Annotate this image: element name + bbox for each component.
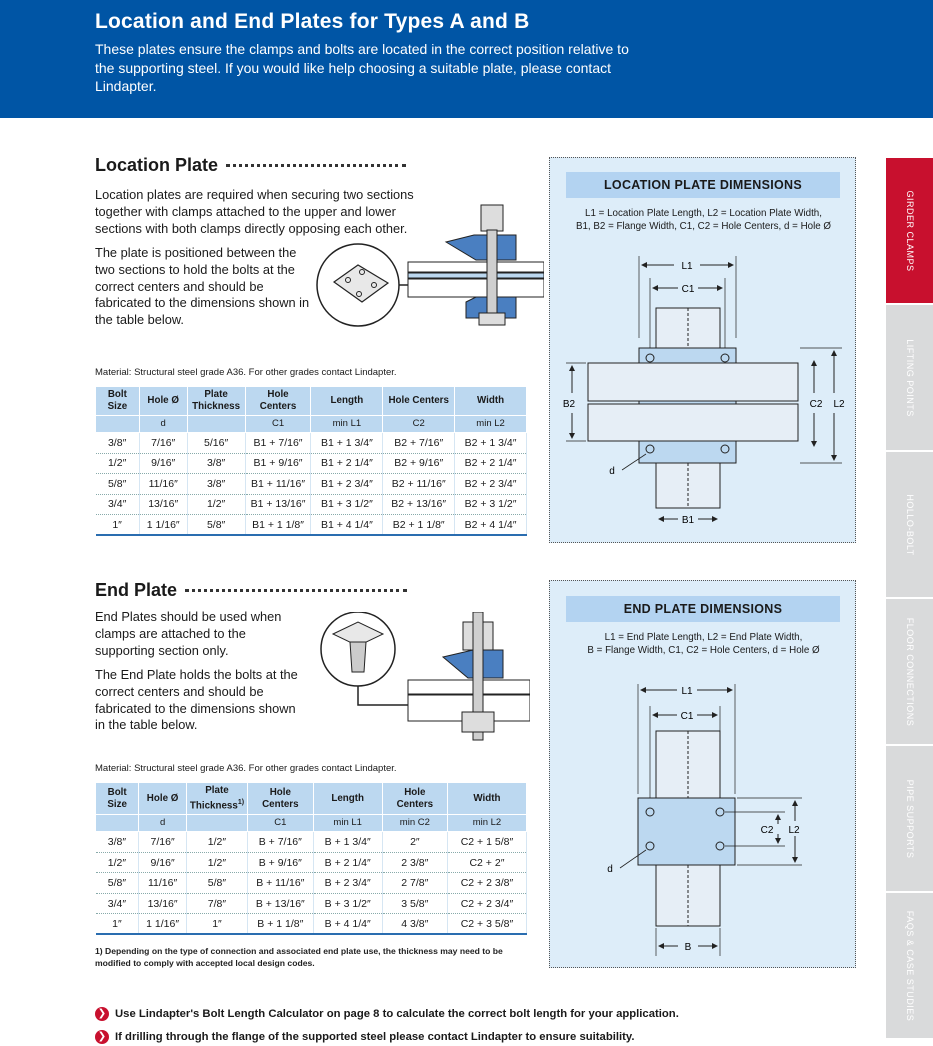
- table-cell: B1 + 4 1/4″: [311, 515, 383, 536]
- table-row: [96, 832, 527, 853]
- table-cell: B2 + 9/16″: [383, 453, 455, 474]
- location-table-body: [96, 433, 527, 536]
- tab-girder-clamps[interactable]: GIRDER CLAMPS: [886, 158, 933, 303]
- location-para-1: Location plates are required when securing two sections together with clamps attached to the upper and lower sections with both clamps directly opposing each other.: [95, 187, 414, 236]
- table-cell: 2 7/8″: [382, 873, 447, 894]
- end-dimensions-panel: [549, 580, 856, 968]
- th-hole-centers-c2: Hole Centers: [382, 783, 447, 815]
- table-cell: B2 + 3 1/2″: [455, 494, 527, 515]
- end-plate-web: [350, 642, 366, 672]
- table-cell: 1 1/16″: [139, 515, 187, 536]
- table-cell: 5/8″: [96, 873, 139, 894]
- label-c1: C1: [680, 711, 694, 722]
- table-row: [96, 873, 527, 894]
- page-title: Location and End Plates for Types A and B: [95, 10, 530, 33]
- location-plate-heading: Location Plate: [95, 155, 406, 176]
- location-dim-note-2: B1, B2 = Flange Width, C1, C2 = Hole Centers, d = Hole Ø: [575, 221, 832, 232]
- label-c2: C2: [760, 825, 774, 836]
- table-cell: 3/8″: [96, 433, 140, 454]
- table-cell: B + 1 3/4″: [313, 832, 382, 853]
- sub-header: min L2: [447, 815, 526, 832]
- table-row: [96, 453, 527, 474]
- bullet-drilling: ❯ If drilling through the flange of the supported steel please contact Lindapter to ensure suitability.: [95, 1030, 635, 1044]
- table-cell: 3/4″: [96, 893, 139, 914]
- table-cell: B1 + 7/16″: [245, 433, 311, 454]
- header-banner: [0, 0, 933, 118]
- location-material-note: Material: Structural steel grade A36. For other grades contact Lindapter.: [95, 367, 397, 378]
- table-cell: 3/4″: [96, 494, 140, 515]
- table-cell: B + 7/16″: [248, 832, 314, 853]
- table-cell: 9/16″: [139, 852, 187, 873]
- table-cell: B + 3 1/2″: [313, 893, 382, 914]
- sub-header: C2: [383, 416, 455, 433]
- flange-top: [408, 680, 530, 694]
- table-cell: B + 4 1/4″: [313, 914, 382, 935]
- page-intro: These plates ensure the clamps and bolts are located in the correct position relative to the supporting steel. If you would like help choosing a suitable plate, please contact Lindapter.: [95, 41, 629, 94]
- table-cell: 3/8″: [187, 453, 245, 474]
- table-cell: 1 1/16″: [139, 914, 187, 935]
- table-cell: B1 + 1 3/4″: [311, 433, 383, 454]
- table-cell: C2 + 2 3/4″: [447, 893, 526, 914]
- label-l1: L1: [681, 261, 693, 272]
- th-hole-centers-c1: Hole Centers: [245, 387, 311, 416]
- tab-pipe-supports[interactable]: PIPE SUPPORTS: [886, 746, 933, 891]
- sub-header: [186, 815, 247, 832]
- end-para-1: End Plates should be used when clamps are attached to the supporting section only.: [95, 609, 282, 658]
- table-cell: B + 13/16″: [248, 893, 314, 914]
- table-cell: 5/16″: [187, 433, 245, 454]
- table-cell: 1″: [96, 914, 139, 935]
- table-cell: C2 + 3 5/8″: [447, 914, 526, 935]
- table-cell: B1 + 3 1/2″: [311, 494, 383, 515]
- label-b2: B2: [562, 399, 576, 410]
- footnote-marker: 1): [237, 799, 245, 806]
- table-cell: B2 + 4 1/4″: [455, 515, 527, 536]
- end-material-note: Material: Structural steel grade A36. For other grades contact Lindapter.: [95, 763, 397, 774]
- bolt-shank: [487, 230, 497, 322]
- table-cell: 3 5/8″: [382, 893, 447, 914]
- th-plate-thickness: Plate Thickness$^{1)}$: [186, 783, 247, 815]
- table-cell: B1 + 2 1/4″: [311, 453, 383, 474]
- th-length: Length: [313, 783, 382, 815]
- table-cell: 3/8″: [187, 474, 245, 495]
- location-dimensions-panel: [549, 157, 856, 543]
- th-hole-centers-c1: Hole Centers: [248, 783, 314, 815]
- end-dim-note-2: B = Flange Width, C1, C2 = Hole Centers, d = Hole Ø: [587, 645, 820, 656]
- table-cell: 7/16″: [139, 832, 187, 853]
- bolt-head: [462, 712, 494, 732]
- end-table-body: [96, 832, 527, 935]
- th-hole-centers-c2: Hole Centers: [383, 387, 455, 416]
- table-cell: B + 11/16″: [248, 873, 314, 894]
- table-cell: B2 + 1 3/4″: [455, 433, 527, 454]
- table-cell: B1 + 2 3/4″: [311, 474, 383, 495]
- table-cell: B + 2 1/4″: [313, 852, 382, 873]
- table-cell: 3/8″: [96, 832, 139, 853]
- tab-hollo-bolt[interactable]: HOLLO-BOLT: [886, 452, 933, 597]
- heading-leader: [185, 589, 407, 592]
- table-cell: 1/2″: [186, 832, 247, 853]
- table-cell: 1/2″: [96, 852, 139, 873]
- label-l2: L2: [788, 825, 800, 836]
- bolt-head: [481, 205, 503, 231]
- table-cell: 4 3/8″: [382, 914, 447, 935]
- table-cell: 1/2″: [186, 852, 247, 873]
- table-cell: 13/16″: [139, 893, 187, 914]
- location-dim-note-1: L1 = Location Plate Length, L2 = Location Plate Width,: [585, 208, 822, 219]
- table-cell: 1/2″: [96, 453, 140, 474]
- end-plate-table: [95, 782, 527, 935]
- end-dimension-drawing: [550, 676, 857, 966]
- table-cell: 7/16″: [139, 433, 187, 454]
- upper-clamp: [446, 235, 516, 260]
- sub-header: [96, 815, 139, 832]
- label-b1: B1: [681, 515, 695, 526]
- table-cell: B2 + 1 1/8″: [383, 515, 455, 536]
- heading-leader: [226, 164, 406, 167]
- plate-section: [408, 273, 544, 278]
- end-para-2: The End Plate holds the bolts at the correct centers and should be fabricated to the dimensions shown in the table below.: [95, 667, 298, 733]
- th-hole-dia: Hole Ø: [139, 387, 187, 416]
- table-cell: B2 + 2 1/4″: [455, 453, 527, 474]
- label-d: d: [609, 466, 615, 477]
- end-dim-title: END PLATE DIMENSIONS: [566, 596, 840, 622]
- th-plate-thickness: Plate Thickness: [187, 387, 245, 416]
- table-cell: 13/16″: [139, 494, 187, 515]
- bullet-bolt-length: ❯ Use Lindapter's Bolt Length Calculator on page 8 to calculate the correct bolt length for your application.: [95, 1007, 679, 1021]
- location-plate-illustration: [316, 200, 544, 330]
- chevron-right-icon: ❯: [95, 1030, 109, 1044]
- sub-header: C1: [248, 815, 314, 832]
- th-bolt-size: Bolt Size: [96, 387, 140, 416]
- th-width: Width: [455, 387, 527, 416]
- table-row: [96, 893, 527, 914]
- upper-flange: [408, 262, 544, 272]
- bolt-nut: [479, 313, 505, 325]
- label-d: d: [607, 864, 613, 875]
- table-row: [96, 474, 527, 495]
- table-cell: 2 3/8″: [382, 852, 447, 873]
- label-c1: C1: [681, 284, 695, 295]
- table-cell: B2 + 13/16″: [383, 494, 455, 515]
- th-length: Length: [311, 387, 383, 416]
- th-width: Width: [447, 783, 526, 815]
- sub-header: C1: [245, 416, 311, 433]
- label-b: B: [684, 942, 692, 953]
- table-cell: B1 + 11/16″: [245, 474, 311, 495]
- lower-flange: [588, 404, 798, 441]
- table-cell: B1 + 13/16″: [245, 494, 311, 515]
- table-cell: C2 + 2″: [447, 852, 526, 873]
- table-cell: B + 9/16″: [248, 852, 314, 873]
- table-cell: B2 + 11/16″: [383, 474, 455, 495]
- table-row: [96, 433, 527, 454]
- upper-flange: [588, 363, 798, 401]
- table-cell: 9/16″: [139, 453, 187, 474]
- th-bolt-size: Bolt Size: [96, 783, 139, 815]
- end-plate-heading: End Plate: [95, 580, 407, 601]
- location-para-2: The plate is positioned between the two sections to hold the bolts at the correct centers and should be fabricated to the dimensions shown in the table below.: [95, 245, 310, 328]
- table-row: [96, 494, 527, 515]
- table-cell: 1″: [186, 914, 247, 935]
- table-cell: 5/8″: [186, 873, 247, 894]
- table-cell: B2 + 7/16″: [383, 433, 455, 454]
- location-dim-title: LOCATION PLATE DIMENSIONS: [566, 172, 840, 198]
- table-cell: 2″: [382, 832, 447, 853]
- table-row: [96, 515, 527, 536]
- sub-header: d: [139, 815, 187, 832]
- table-cell: 5/8″: [96, 474, 140, 495]
- sub-header: d: [139, 416, 187, 433]
- location-plate-table: [95, 386, 527, 536]
- end-plate-illustration: [318, 612, 530, 742]
- location-dimension-drawing: [550, 248, 857, 538]
- sub-header: [187, 416, 245, 433]
- table-cell: 1/2″: [187, 494, 245, 515]
- table-cell: 11/16″: [139, 873, 187, 894]
- table-cell: 5/8″: [187, 515, 245, 536]
- sub-header: [96, 416, 140, 433]
- table-cell: B1 + 9/16″: [245, 453, 311, 474]
- th-hole-dia: Hole Ø: [139, 783, 187, 815]
- sub-header: min L1: [313, 815, 382, 832]
- end-dim-note-1: L1 = End Plate Length, L2 = End Plate Width,: [604, 632, 803, 643]
- table-cell: 11/16″: [139, 474, 187, 495]
- table-cell: C2 + 2 3/8″: [447, 873, 526, 894]
- tab-faqs-case-studies[interactable]: FAQS & CASE STUDIES: [886, 893, 933, 1038]
- sub-header: min C2: [382, 815, 447, 832]
- table-cell: C2 + 1 5/8″: [447, 832, 526, 853]
- tab-lifting-points[interactable]: LIFTING POINTS: [886, 305, 933, 450]
- label-l2: L2: [833, 399, 845, 410]
- sub-header: min L2: [455, 416, 527, 433]
- label-c2: C2: [809, 399, 823, 410]
- table-cell: B1 + 1 1/8″: [245, 515, 311, 536]
- chevron-right-icon: ❯: [95, 1007, 109, 1021]
- table-cell: 7/8″: [186, 893, 247, 914]
- table-cell: B + 2 3/4″: [313, 873, 382, 894]
- table-cell: 1″: [96, 515, 140, 536]
- table-cell: B2 + 2 3/4″: [455, 474, 527, 495]
- tab-floor-connections[interactable]: FLOOR CONNECTIONS: [886, 599, 933, 744]
- callout-leader: [358, 686, 413, 705]
- table-cell: B + 1 1/8″: [248, 914, 314, 935]
- thickness-footnote: 1) Depending on the type of connection and associated end plate use, the thickness may need to be modified to comply with accepted local design codes.: [95, 946, 503, 968]
- lower-flange: [408, 279, 544, 297]
- label-l1: L1: [681, 686, 693, 697]
- sub-header: min L1: [311, 416, 383, 433]
- table-row: [96, 914, 527, 935]
- table-row: [96, 852, 527, 873]
